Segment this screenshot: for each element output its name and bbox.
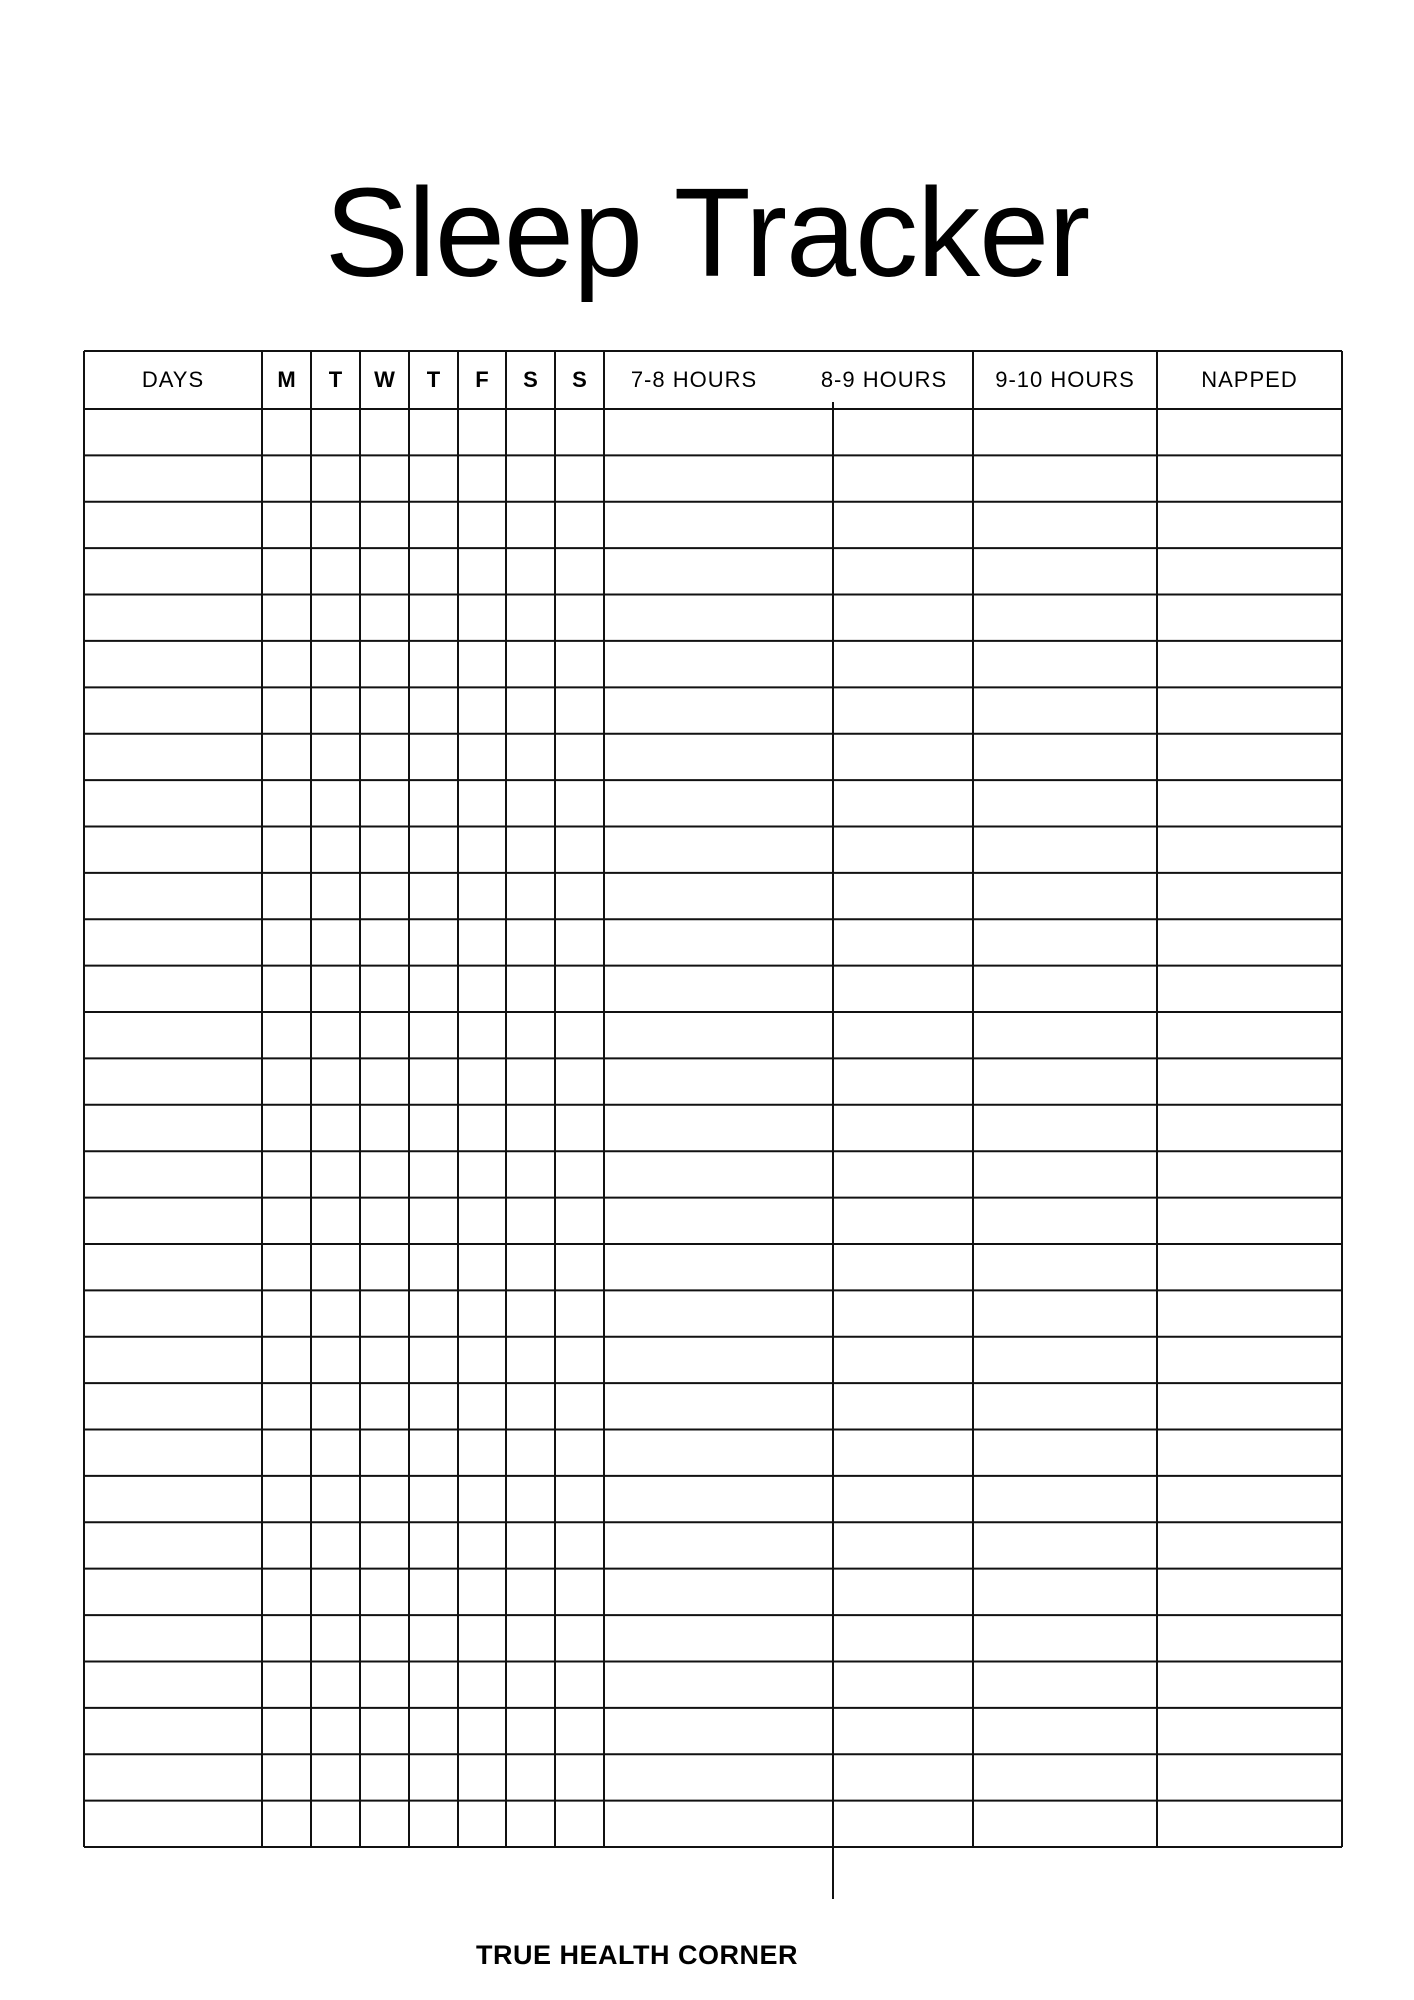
header-9-10-hours: 9-10 HOURS — [995, 367, 1135, 392]
header-sat: S — [523, 367, 538, 392]
header-7-8-hours: 7-8 HOURS — [630, 367, 758, 392]
header-days: DAYS — [141, 367, 205, 392]
header-mon: M — [277, 367, 296, 392]
footer-brand: TRUE HEALTH CORNER — [476, 1940, 798, 1970]
header-wed: W — [374, 367, 395, 392]
header-thu: T — [426, 367, 441, 392]
header-8-9-hours: 8-9 HOURS — [820, 367, 948, 392]
header-fri: F — [475, 367, 489, 392]
header-tue: T — [328, 367, 343, 392]
header-napped: NAPPED — [1201, 367, 1298, 392]
header-sun: S — [572, 367, 587, 392]
page-title: Sleep Tracker — [324, 162, 1090, 303]
